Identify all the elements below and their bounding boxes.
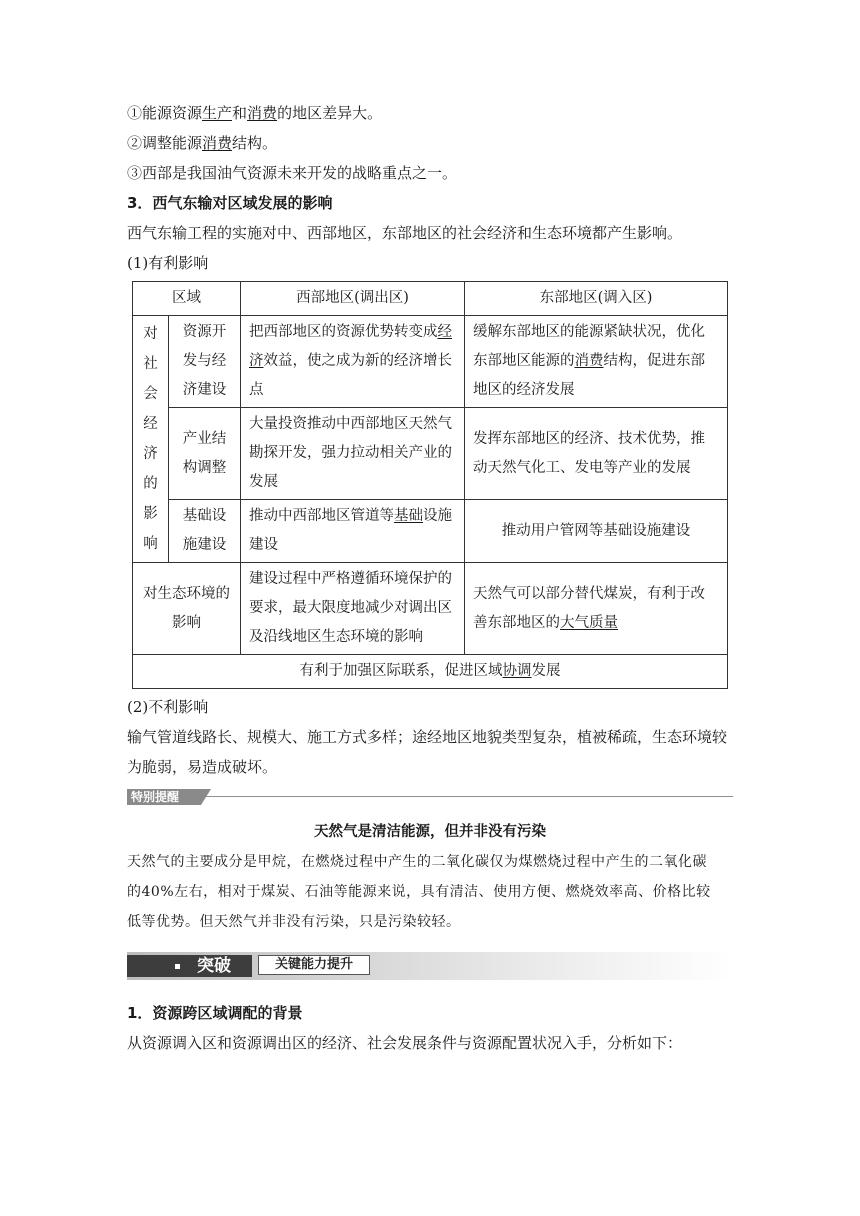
text: 推动中西部地区管道等 (249, 508, 394, 524)
aspect-cell: 基础设施建设 (169, 500, 241, 563)
underlined-term: 协调 (502, 663, 532, 679)
underlined-term: 大气质量 (560, 614, 618, 631)
text: 发展 (531, 663, 561, 679)
aspect-cell: 产业结构调整 (169, 408, 241, 500)
text: 天然气可以部分替代煤炭，有利于改善东部地区的 (473, 585, 705, 631)
underlined-term: 基础 (394, 508, 423, 524)
header-region: 区域 (133, 282, 241, 316)
text: 设施建设 (249, 508, 452, 553)
east-cell: 发挥东部地区的经济、技术优势，推动天然气化工、发电等产业的发展 (465, 408, 728, 500)
social-economic-label (133, 316, 169, 563)
underlined-term: 消费 (247, 104, 278, 122)
east-cell: 推动用户管网等基础设施建设 (465, 500, 728, 563)
tip-banner (127, 789, 733, 805)
section-heading: 3．西气东输对区域发展的影响 (127, 194, 333, 212)
underlined-term: 生产 (202, 104, 233, 122)
underlined-term: 经济 (249, 324, 452, 369)
text: ②调整能源 (127, 134, 203, 152)
tip-paragraph: 的40%左右，相对于煤炭、石油等能源来说，具有清洁、使用方便、燃烧效率高、价格比较 (127, 884, 711, 900)
table-header-row (133, 282, 728, 316)
paragraph: 从资源调入区和资源调出区的经济、社会发展条件与资源配置状况入手，分析如下： (127, 1034, 683, 1052)
text: 把西部地区的资源优势转变成 (249, 324, 438, 340)
breakthrough-banner (127, 952, 733, 980)
paragraph: 西气东输工程的实施对中、西部地区，东部地区的社会经济和生态环境都产生影响。 (127, 224, 683, 242)
table-row (133, 408, 728, 500)
paragraph: 为脆弱，易造成破坏。 (127, 758, 278, 776)
text: 有利于加强区际联系，促进区域 (299, 663, 503, 679)
divider (127, 796, 733, 797)
text: 效益，使之成为新的经济增长点 (249, 353, 452, 398)
banner-block (127, 955, 252, 977)
table-row-eco (133, 563, 728, 655)
list-item-3: ③西部是我国油气资源未来开发的战略重点之一。 (127, 164, 458, 182)
west-cell: 大量投资推动中西部地区天然气勘探开发，强力拉动相关产业的发展 (241, 408, 465, 500)
text: ①能源资源 (127, 104, 203, 122)
tip-title: 天然气是清洁能源，但并非没有污染 (314, 824, 546, 840)
west-cell (241, 316, 465, 408)
tip-paragraph: 低等优势。但天然气并非没有污染，只是污染较轻。 (127, 914, 461, 930)
header-east: 东部地区(调入区) (465, 282, 728, 316)
text: 结构。 (232, 134, 278, 152)
impact-table (132, 281, 728, 689)
paragraph: 输气管道线路长、规模大、施工方式多样；途经地区地貌类型复杂，植被稀疏，生态环境较 (127, 728, 728, 746)
header-west: 西部地区(调出区) (241, 282, 465, 316)
aspect-cell: 资源开发与经济建设 (169, 316, 241, 408)
tip-label: 特别提醒 (127, 789, 201, 805)
underlined-term: 消费 (202, 134, 233, 152)
table-row (133, 316, 728, 408)
banner-title: 突破 (197, 956, 231, 976)
vertical-label: 对社会经济的影响 (143, 326, 158, 552)
eco-label: 对生态环境的影响 (133, 563, 241, 655)
tip-paragraph: 天然气的主要成分是甲烷，在燃烧过程中产生的二氧化碳仅为煤燃烧过程中产生的二氧化碳 (127, 854, 707, 870)
footer-cell (133, 655, 728, 689)
east-cell (465, 563, 728, 655)
subheading: (2)不利影响 (127, 698, 209, 716)
text: 的地区差异大。 (277, 104, 383, 122)
text: 缓解东部地区的能源紧缺状况，优化东部地区能源的 (473, 324, 705, 369)
east-cell (465, 316, 728, 408)
subheading: (1)有利影响 (127, 254, 209, 272)
list-item-2 (127, 133, 277, 153)
square-bullet-icon (175, 964, 180, 969)
section-heading: 1．资源跨区域调配的背景 (127, 1004, 303, 1022)
west-cell: 建设过程中严格遵循环境保护的要求，最大限度地减少对调出区及沿线地区生态环境的影响 (241, 563, 465, 655)
underlined-term: 消费 (574, 353, 604, 369)
text: 和 (232, 104, 248, 122)
text: 结构，促进东部地区的经济发展 (473, 353, 705, 398)
list-item-1 (127, 103, 382, 123)
banner-subtitle: 关键能力提升 (258, 955, 370, 975)
table-row (133, 500, 728, 563)
table-footer-row (133, 655, 728, 689)
west-cell (241, 500, 465, 563)
